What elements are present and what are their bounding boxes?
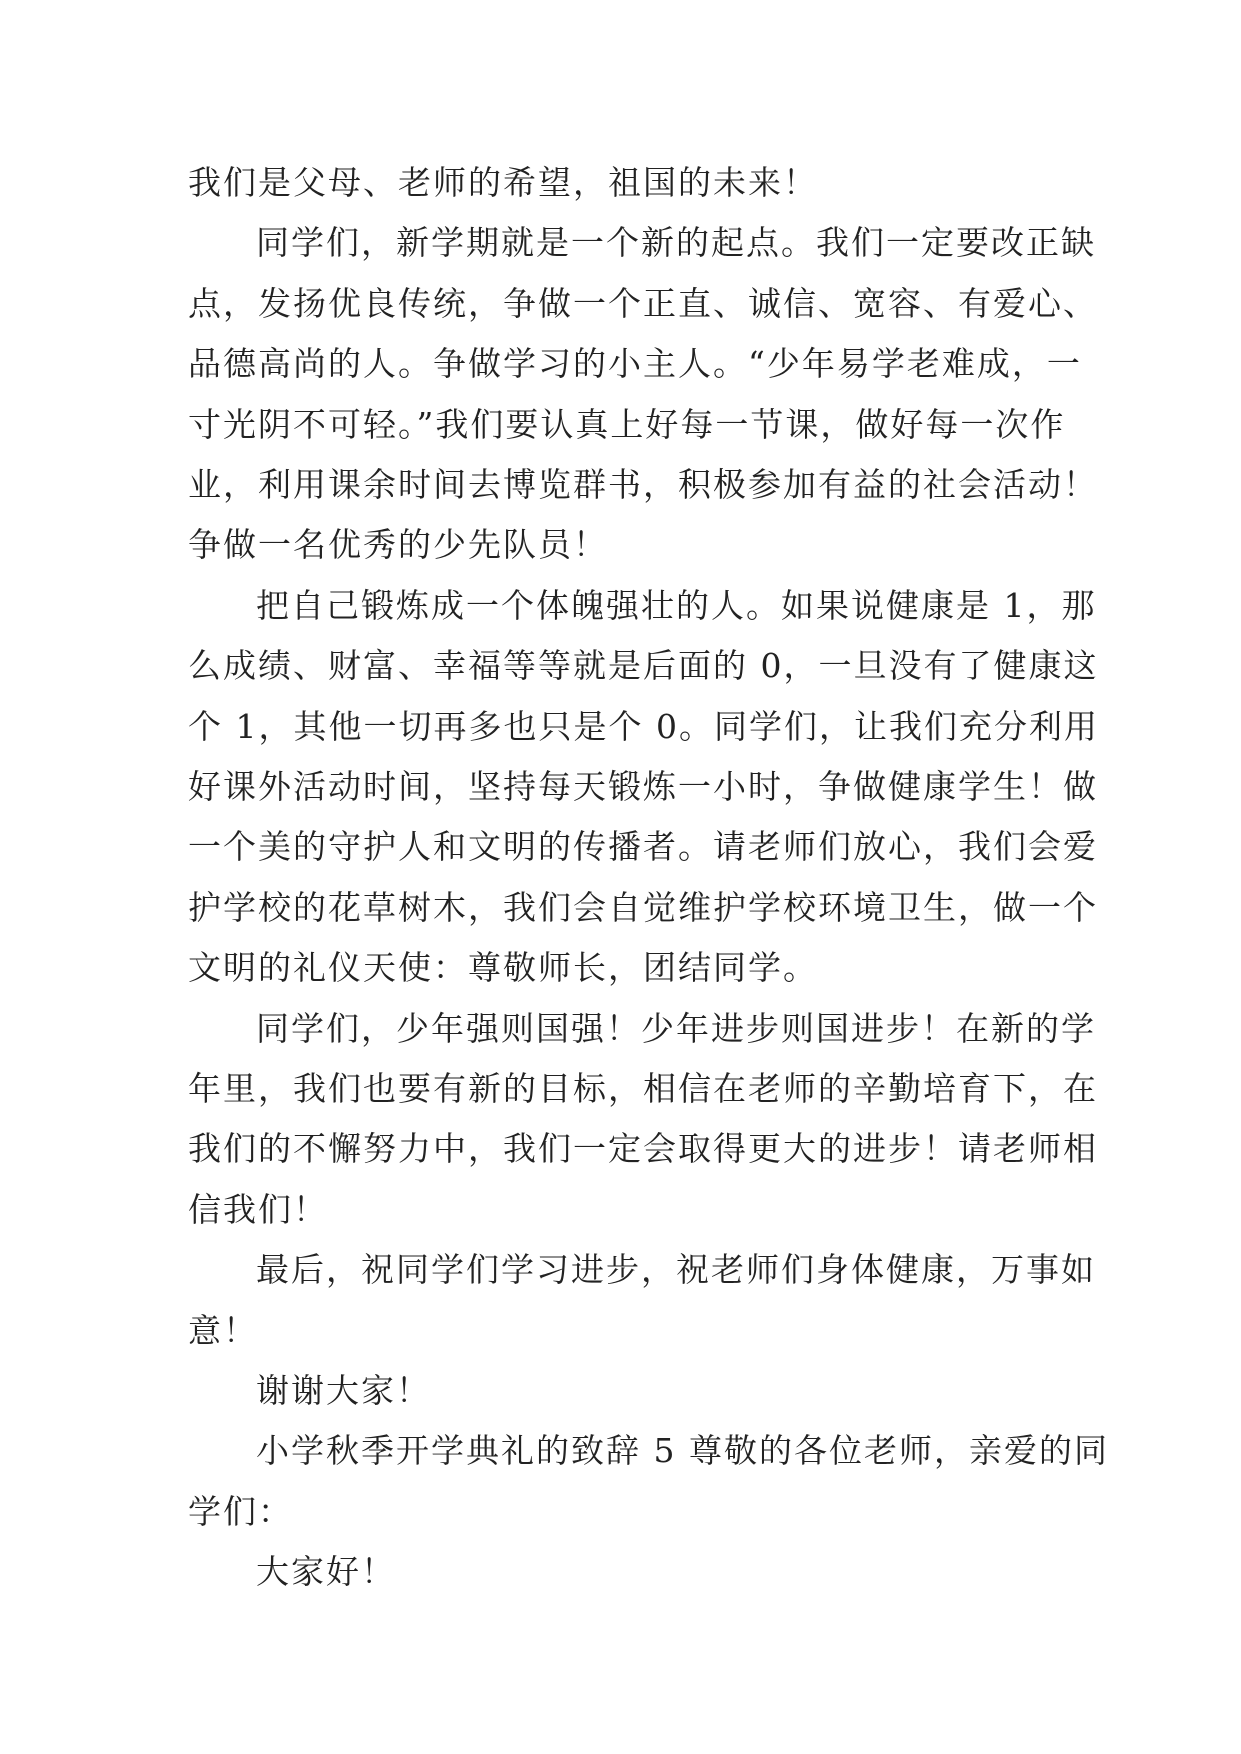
text-line: 我们的不懈努力中，我们一定会取得更大的进步！请老师相 [188,1129,1098,1168]
text-line: 信我们！ [188,1190,328,1229]
text-line: 文明的礼仪天使：尊敬师长，团结同学。 [188,948,818,987]
text-line: 同学们，新学期就是一个新的起点。我们一定要改正缺 [256,223,1096,262]
text-line: 争做一名优秀的少先队员！ [188,525,608,564]
text-line: 个 1，其他一切再多也只是个 0。同学们，让我们充分利用 [188,707,1099,746]
text-line: 好课外活动时间，坚持每天锻炼一小时，争做健康学生！做 [188,767,1098,806]
text-line: 大家好！ [256,1552,396,1591]
text-line: 最后，祝同学们学习进步，祝老师们身体健康，万事如 [256,1250,1096,1289]
text-line: 点，发扬优良传统，争做一个正直、诚信、宽容、有爱心、 [188,284,1098,323]
text-line: 学们： [188,1492,293,1531]
text-line: 么成绩、财富、幸福等等就是后面的 0，一旦没有了健康这 [188,646,1099,685]
text-line: 把自己锻炼成一个体魄强壮的人。如果说健康是 1，那 [256,586,1097,625]
text-line: 意！ [188,1311,258,1350]
text-line: 年里，我们也要有新的目标，相信在老师的辛勤培育下，在 [188,1069,1098,1108]
text-line: 谢谢大家！ [256,1371,431,1410]
text-line: 我们是父母、老师的希望，祖国的未来！ [188,163,818,202]
text-line: 业，利用课余时间去博览群书，积极参加有益的社会活动！ [188,465,1098,504]
text-line: 一个美的守护人和文明的传播者。请老师们放心，我们会爱 [188,827,1098,866]
text-line: 护学校的花草树木，我们会自觉维护学校环境卫生，做一个 [188,888,1098,927]
text-line: 同学们，少年强则国强！少年进步则国进步！在新的学 [256,1009,1096,1048]
text-line: 小学秋季开学典礼的致辞 5 尊敬的各位老师，亲爱的同 [256,1431,1109,1470]
text-line: 寸光阴不可轻。”我们要认真上好每一节课，做好每一次作 [188,405,1066,444]
text-line: 品德高尚的人。争做学习的小主人。“少年易学老难成，一 [188,344,1082,383]
